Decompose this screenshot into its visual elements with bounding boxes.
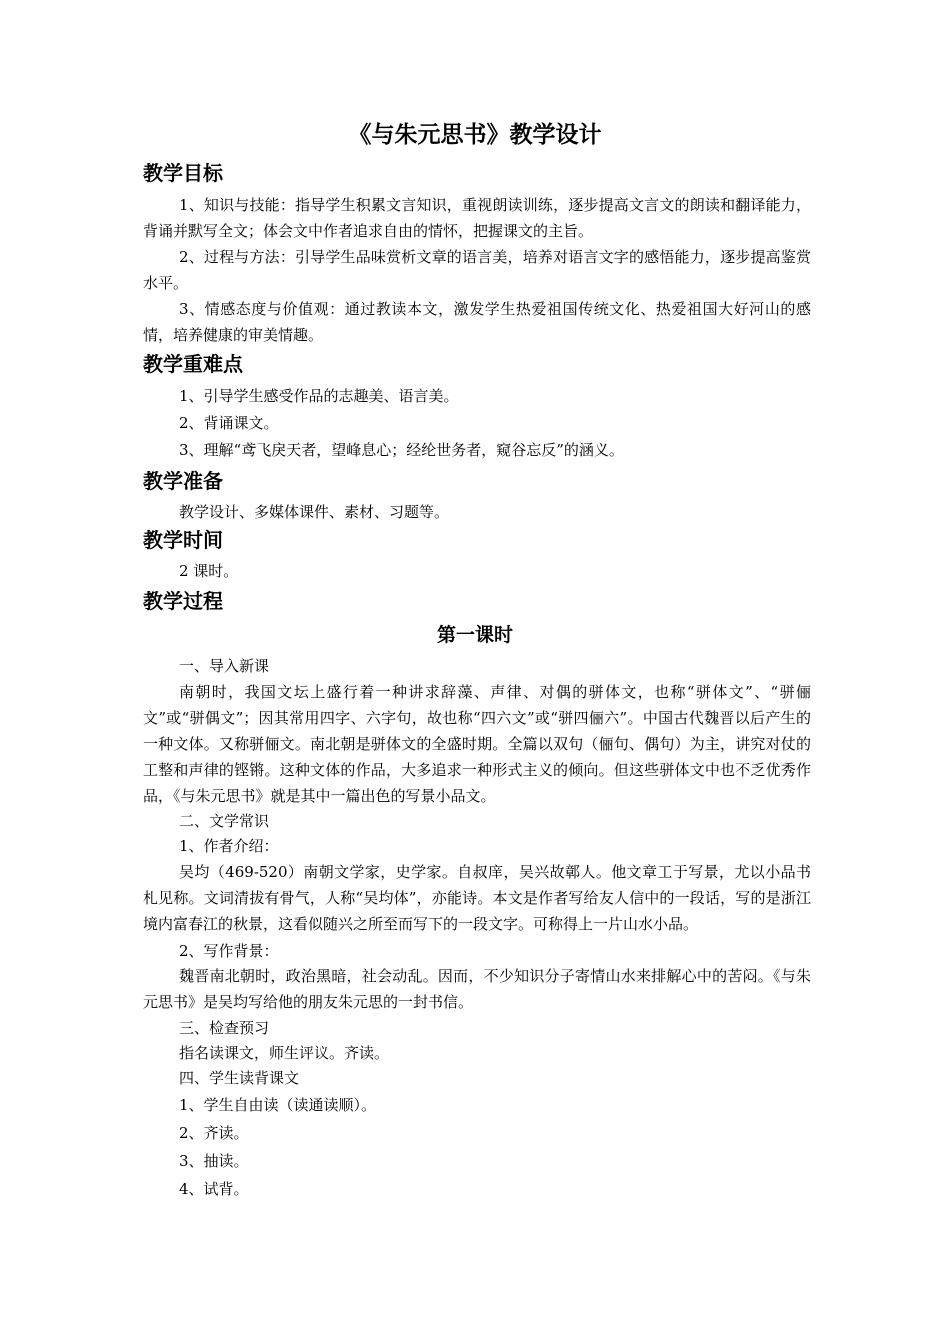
goal-paragraph-3: 3、情感态度与价值观：通过教读本文，激发学生热爱祖国传统文化、热爱祖国大好河山的感情，培养健康的审美情趣。	[143, 300, 811, 344]
document-title: 《与朱元思书》教学设计	[348, 122, 602, 148]
key-point-2: 2、背诵课文。	[179, 414, 279, 432]
heading-teaching-process: 教学过程	[143, 589, 223, 613]
background-paragraph: 魏晋南北朝时，政治黑暗，社会动乱。因而，不少知识分子寄情山水来排解心中的苦闷。《与朱元思书》是吴均写给他的朋友朱元思的一封书信。	[143, 967, 811, 1011]
preparation-text: 教学设计、多媒体课件、素材、习题等。	[179, 503, 450, 521]
section-1-heading: 一、导入新课	[179, 657, 270, 675]
goal-paragraph-2: 2、过程与方法：引导学生品味赏析文章的语言美，培养对语言文字的感悟能力，逐步提高鉴赏水平。	[143, 248, 811, 292]
teaching-time-text: 2 课时。	[179, 562, 239, 580]
lesson-one-title: 第一课时	[436, 624, 513, 646]
heading-teaching-time: 教学时间	[143, 528, 223, 552]
section-4-item-2: 2、齐读。	[179, 1124, 249, 1142]
key-point-3: 3、理解“鸢飞戾天者，望峰息心；经纶世务者，窥谷忘反”的涵义。	[179, 441, 624, 459]
section-4-heading: 四、学生读背课文	[179, 1069, 300, 1087]
author-intro-paragraph: 吴均（469-520）南朝文学家，史学家。自叔庠，吴兴故鄣人。他文章工于写景，尤以小品书札见称。文词清拔有骨气，人称“吴均体”，亦能诗。本文是作者写给友人信中的一段话，写的是浙江境内富春江的秋景，这看似随兴之所至而写下的一段文字。可称得上一片山水小品。	[143, 863, 811, 933]
heading-teaching-goals: 教学目标	[143, 161, 223, 185]
heading-key-points: 教学重难点	[143, 352, 243, 376]
author-intro-label: 1、作者介绍：	[179, 837, 279, 855]
background-label: 2、写作背景：	[179, 942, 279, 960]
goal-paragraph-1: 1、知识与技能：指导学生积累文言知识，重视朗读训练，逐步提高文言文的朗读和翻译能力，背诵并默写全文；体会文中作者追求自由的情怀，把握课文的主旨。	[143, 196, 811, 240]
section-1-paragraph: 南朝时，我国文坛上盛行着一种讲求辞藻、声律、对偶的骈体文，也称“骈体文”、“骈俪文”或“骈偶文”；因其常用四字、六字句，故也称“四六文”或“骈四俪六”。中国古代魏晋以后产生的一种文体。又称骈俪文。南北朝是骈体文的全盛时期。全篇以双句（俪句、偶句）为主，讲究对仗的工整和声律的铿锵。这种文体的作品，大多追求一种形式主义的倾向。但这些骈体文中也不乏优秀作品，《与朱元思书》就是其中一篇出色的写景小品文。	[143, 683, 811, 805]
section-4-item-3: 3、抽读。	[179, 1152, 249, 1170]
section-4-item-1: 1、学生自由读（读通读顺）。	[179, 1096, 377, 1114]
section-4-item-4: 4、试背。	[179, 1180, 249, 1198]
section-3-heading: 三、检查预习	[179, 1019, 270, 1037]
heading-preparation: 教学准备	[143, 469, 223, 493]
section-2-heading: 二、文学常识	[179, 812, 270, 830]
section-3-text: 指名读课文，师生评议。齐读。	[179, 1044, 390, 1062]
key-point-1: 1、引导学生感受作品的志趣美、语言美。	[179, 387, 459, 405]
